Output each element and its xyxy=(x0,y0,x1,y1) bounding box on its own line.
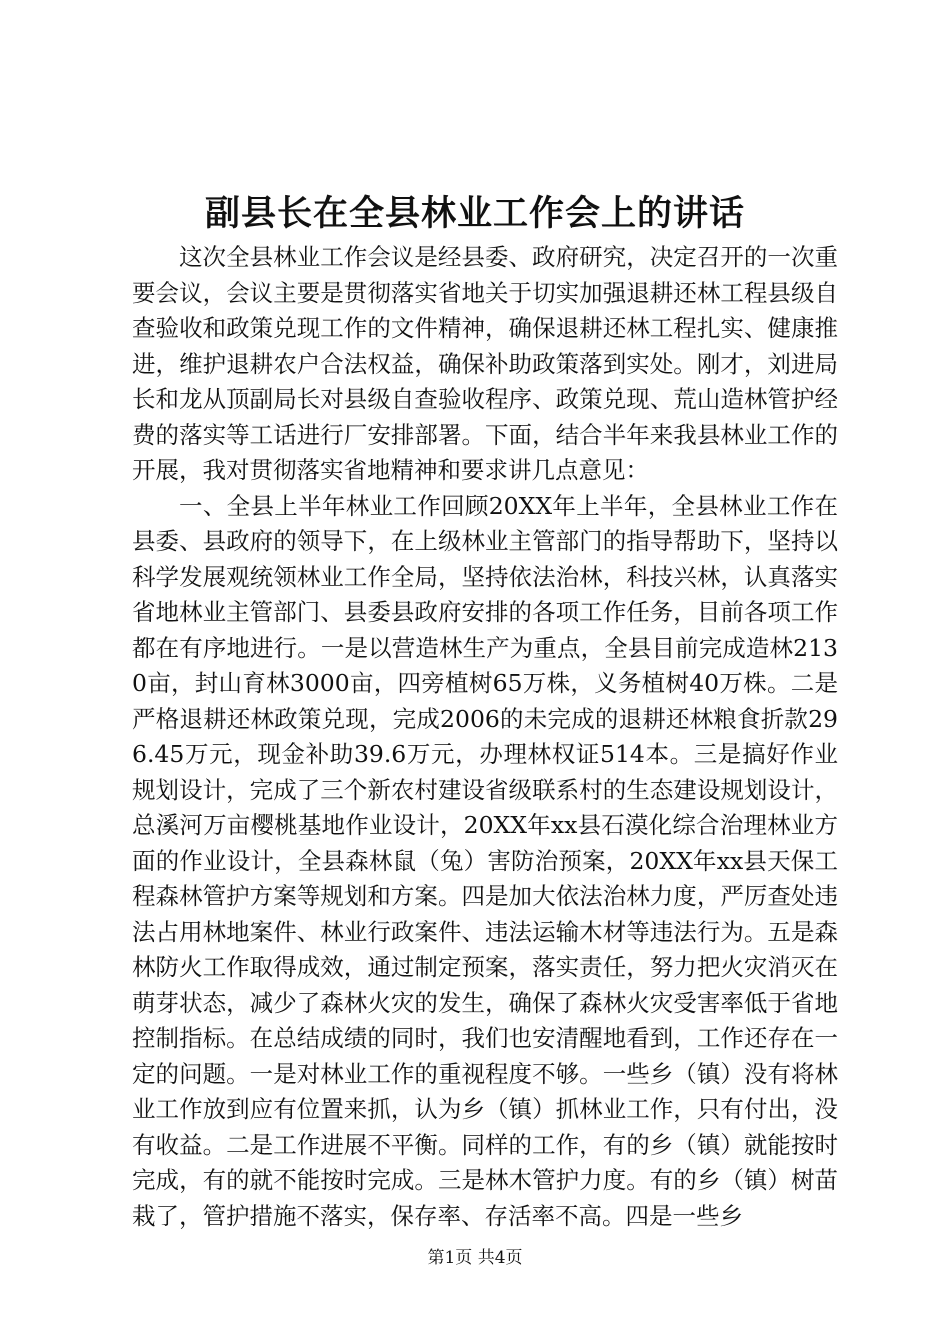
paragraph-review: 一、全县上半年林业工作回顾20XX年上半年，全县林业工作在县委、县政府的领导下，在上级林业主管部门的指导帮助下，坚持以科学发展观统领林业工作全局，坚持依法治林，科技兴林，认真落实省地林业主管部门、县委县政府安排的各项工作任务，目前各项工作都在有序地进行。一是以营造林生产为重点，全县目前完成造林2130亩，封山育林3000亩，四旁植树65万株，义务植树40万株。二是严格退耕还林政策兑现，完成2006的未完成的退耕还林粮食折款296.45万元，现金补助39.6万元，办理林权证514本。三是搞好作业规划设计，完成了三个新农村建设省级联系村的生态建设规划设计，总溪河万亩樱桃基地作业设计，20XX年xx县石漠化综合治理林业方面的作业设计，全县森林鼠（兔）害防治预案，20XX年xx县天保工程森林管护方案等规划和方案。四是加大依法治林力度，严厉查处违法占用林地案件、林业行政案件、违法运输木材等违法行为。五是森林防火工作取得成效，通过制定预案，落实责任，努力把火灾消灭在萌芽状态，减少了森林火灾的发生，确保了森林火灾受害率低于省地控制指标。在总结成绩的同时，我们也安清醒地看到，工作还存在一定的问题。一是对林业工作的重视程度不够。一些乡（镇）没有将林业工作放到应有位置来抓，认为乡（镇）抓林业工作，只有付出，没有收益。二是工作进展不平衡。同样的工作，有的乡（镇）就能按时完成，有的就不能按时完成。三是林木管护力度。有的乡（镇）树苗栽了，管护措施不落实，保存率、存活率不高。四是一些乡 xyxy=(132,491,838,1230)
page-number: 第1页 共4页 xyxy=(427,1248,523,1268)
paragraph-intro: 这次全县林业工作会议是经县委、政府研究，决定召开的一次重要会议，会议主要是贯彻落实省地关于切实加强退耕还林工程县级自查验收和政策兑现工作的文件精神，确保退耕还林工程扎实、健康推进，维护退耕农户合法权益，确保补助政策落到实处。刚才，刘进局长和龙从顶副局长对县级自查验收程序、政策兑现、荒山造林管护经费的落实等工话进行厂安排部署。下面，结合半年来我县林业工作的开展，我对贯彻落实省地精神和要求讲几点意见： xyxy=(132,243,838,484)
document-body xyxy=(132,240,838,1234)
document-title: 副县长在全县林业工作会上的讲话 xyxy=(204,193,745,234)
